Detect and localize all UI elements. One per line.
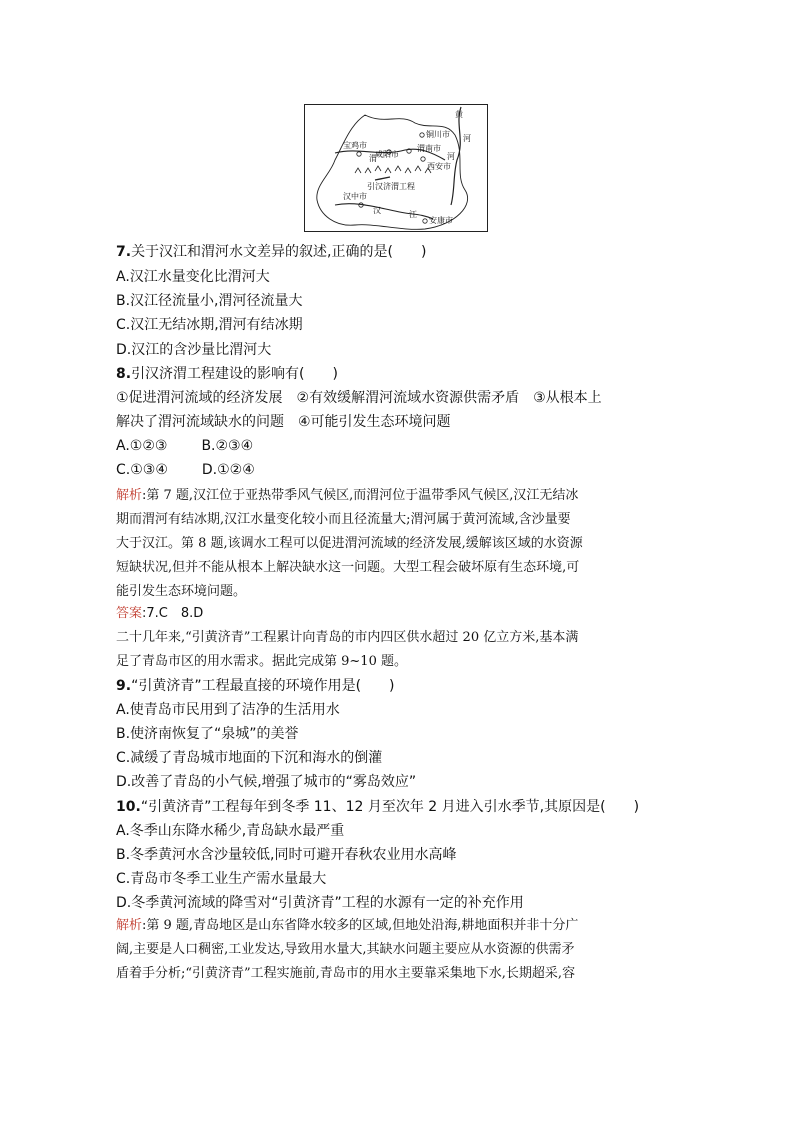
q10-stem: 10.“引黄济青”工程每年到冬季 11、12 月至次年 2 月进入引水季节,其原因是( ) xyxy=(116,799,640,815)
q9-option-c: C.减缓了青岛城市地面的下沉和海水的倒灌 xyxy=(116,750,383,766)
map-label-wei: 渭 xyxy=(369,154,377,163)
q8-options-row1: A.①②③ B.②③④ xyxy=(116,438,254,454)
q8-statement-line2: 解决了渭河流域缺水的问题 ④可能引发生态环境问题 xyxy=(116,414,451,430)
q10-option-b: B.冬季黄河水含沙量较低,同时可避开春秋农业用水高峰 xyxy=(116,847,457,863)
map-label-ankang: 安康市 xyxy=(429,216,453,225)
map-label-xian: 西安市 xyxy=(427,162,451,171)
q9-option-b: B.使济南恢复了“泉城”的美誉 xyxy=(116,726,299,742)
map-drawing xyxy=(305,105,489,233)
river-map-figure xyxy=(304,104,488,232)
q7-option-a: A.汉江水量变化比渭河大 xyxy=(116,269,270,285)
q7-stem: 7.关于汉江和渭河水文差异的叙述,正确的是( ) xyxy=(116,244,427,260)
q9-stem: 9.“引黄济青”工程最直接的环境作用是( ) xyxy=(116,678,395,694)
analysis-label: 解析 xyxy=(116,488,143,503)
analysis-9-10: 解析:第 9 题,青岛地区是山东省降水较多的区域,但地处沿海,耕地面积并非十分广 阔,主要是人口稠密,工业发达,导致用水量大,其缺水问题主要应从水资源的供需矛 盾着手分析;“引黄济青”工程实施前,青岛市的用水主要靠采集地下水,长期超采,容 xyxy=(116,918,579,981)
map-label-hanzhong: 汉中市 xyxy=(343,192,367,201)
map-label-huang: 黄 xyxy=(455,110,463,119)
q9-option-a: A.使青岛市民用到了洁净的生活用水 xyxy=(116,702,340,718)
q10-option-d: D.冬季黄河流域的降雪对“引黄济青”工程的水源有一定的补充作用 xyxy=(116,895,524,911)
map-label-weinan: 渭南市 xyxy=(417,144,441,153)
q10-option-a: A.冬季山东降水稀少,青岛缺水最严重 xyxy=(116,823,345,839)
q7-option-d: D.汉江的含沙量比渭河大 xyxy=(116,342,272,358)
q10-option-c: C.青岛市冬季工业生产需水量最大 xyxy=(116,871,327,887)
analysis-7-8: 解析:第 7 题,汉江位于亚热带季风气候区,而渭河位于温带季风气候区,汉江无结冰 期而渭河有结冰期,汉江水量变化较小而且径流量大;渭河属于黄河流域,含沙量要 大于汉江。第 8 题,该调水工程可以促进渭河流域的经济发展,缓解该区域的水资源 短缺状况,但并不能从根本上解决缺水这一问题。大型工程会破坏原有生态环境,可 能引发生态环境问题。 xyxy=(116,488,583,599)
map-label-project: 引汉济渭工程 xyxy=(367,182,415,191)
q7-option-b: B.汉江径流量小,渭河径流量大 xyxy=(116,293,303,309)
answer-7-8: 答案:7.C 8.D xyxy=(116,606,204,621)
map-label-han: 汉 xyxy=(373,206,381,215)
q8-statement-line1: ①促进渭河流域的经济发展 ②有效缓解渭河流域水资源供需矛盾 ③从根本上 xyxy=(116,390,602,406)
map-label-tongchuan: 铜川市 xyxy=(426,130,450,139)
map-label-he: 河 xyxy=(463,134,471,143)
q9-option-d: D.改善了青岛的小气候,增强了城市的“雾岛效应” xyxy=(116,774,417,790)
q7-option-c: C.汉江无结冰期,渭河有结冰期 xyxy=(116,317,303,333)
answer-label: 答案 xyxy=(116,606,143,621)
q8-options-row2: C.①③④ D.①②④ xyxy=(116,462,255,478)
map-label-jiang: 江 xyxy=(409,210,417,219)
intro-9-10: 二十几年来,“引黄济青”工程累计向青岛的市内四区供水超过 20 亿立方米,基本满 足了青岛市区的用水需求。据此完成第 9~10 题。 xyxy=(116,630,579,669)
analysis-label-2: 解析 xyxy=(116,918,143,933)
map-label-baoji: 宝鸡市 xyxy=(343,141,367,150)
map-label-xianyang: 咸阳市 xyxy=(375,150,399,159)
map-label-he2: 河 xyxy=(447,152,455,161)
q8-stem: 8.引汉济渭工程建设的影响有( ) xyxy=(116,366,338,382)
